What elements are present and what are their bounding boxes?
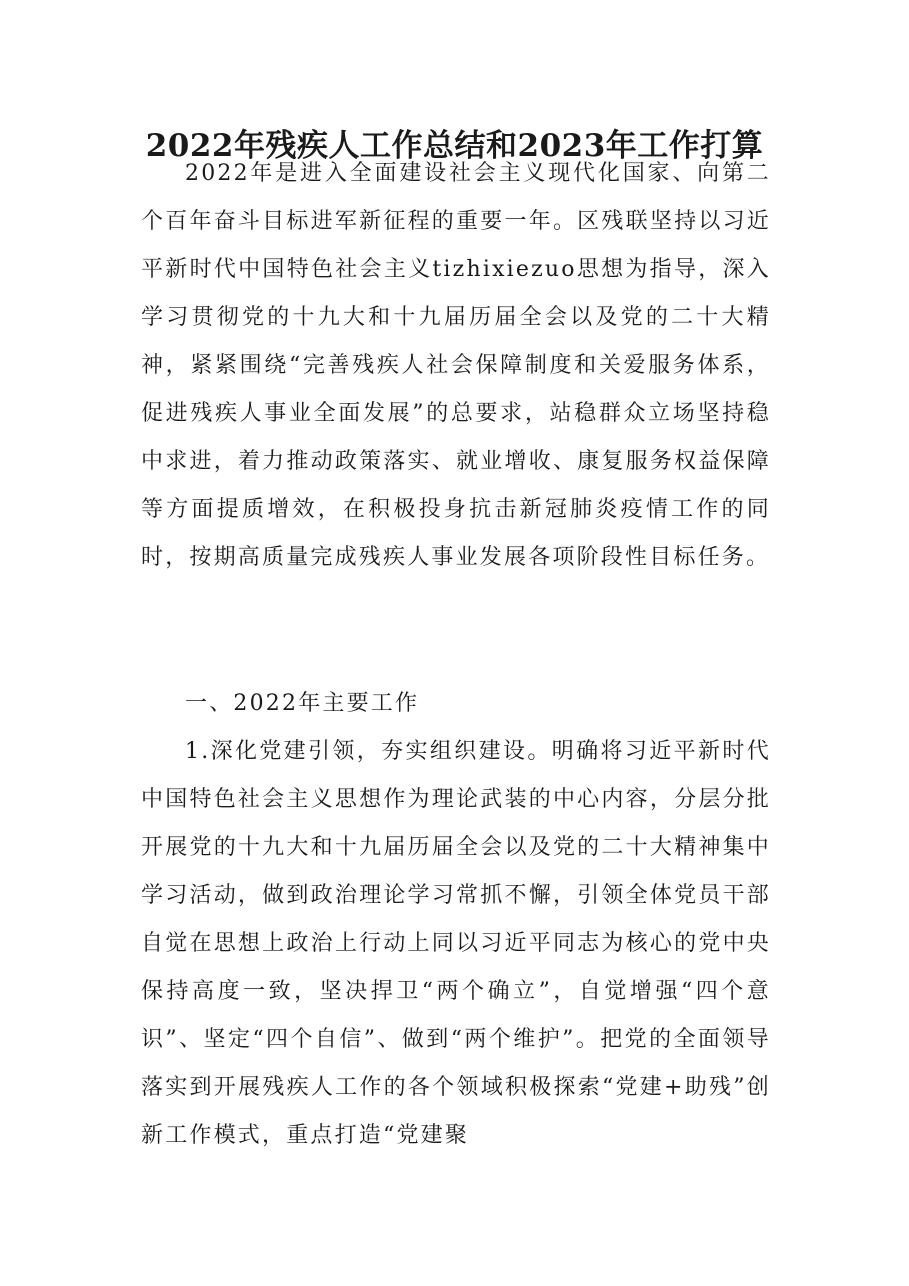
paragraph-intro: 2022年是进入全面建设社会主义现代化国家、向第二个百年奋斗目标进军新征程的重要一年。区残联坚持以习近平新时代中国特色社会主义tizhixiezuo思想为指导，深入学习贯彻党的十九大和十九届历届全会以及党的二十大精神，紧紧围绕“完善残疾人社会保障制度和关爱服务体系，促进残疾人事业全面发展”的总要求，站稳群众立场坚持稳中求进，着力推动政策落实、就业增收、康复服务权益保障等方面提质增效，在积极投身抗击新冠肺炎疫情工作的同时，按期高质量完成残疾人事业发展各项阶段性目标任务。: [141, 161, 771, 570]
section-heading-2022-main-work: 一、2022年主要工作: [185, 691, 420, 716]
paragraph-item-1-party-building: 1.深化党建引领，夯实组织建设。明确将习近平新时代中国特色社会主义思想作为理论武装的中心内容，分层分批开展党的十九大和十九届历届全会以及党的二十大精神集中学习活动，做到政治理论学习常抓不懈，引领全体党员干部自觉在思想上政治上行动上同以习近平同志为核心的党中央保持高度一致，坚决捍卫“两个确立”，自觉增强“四个意识”、坚定“四个自信”、做到“两个维护”。把党的全面领导落实到开展残疾人工作的各个领域积极探索“党建+助残”创新工作模式，重点打造“党建聚: [141, 739, 771, 1148]
document-title: 2022年残疾人工作总结和2023年工作打算: [145, 128, 764, 164]
